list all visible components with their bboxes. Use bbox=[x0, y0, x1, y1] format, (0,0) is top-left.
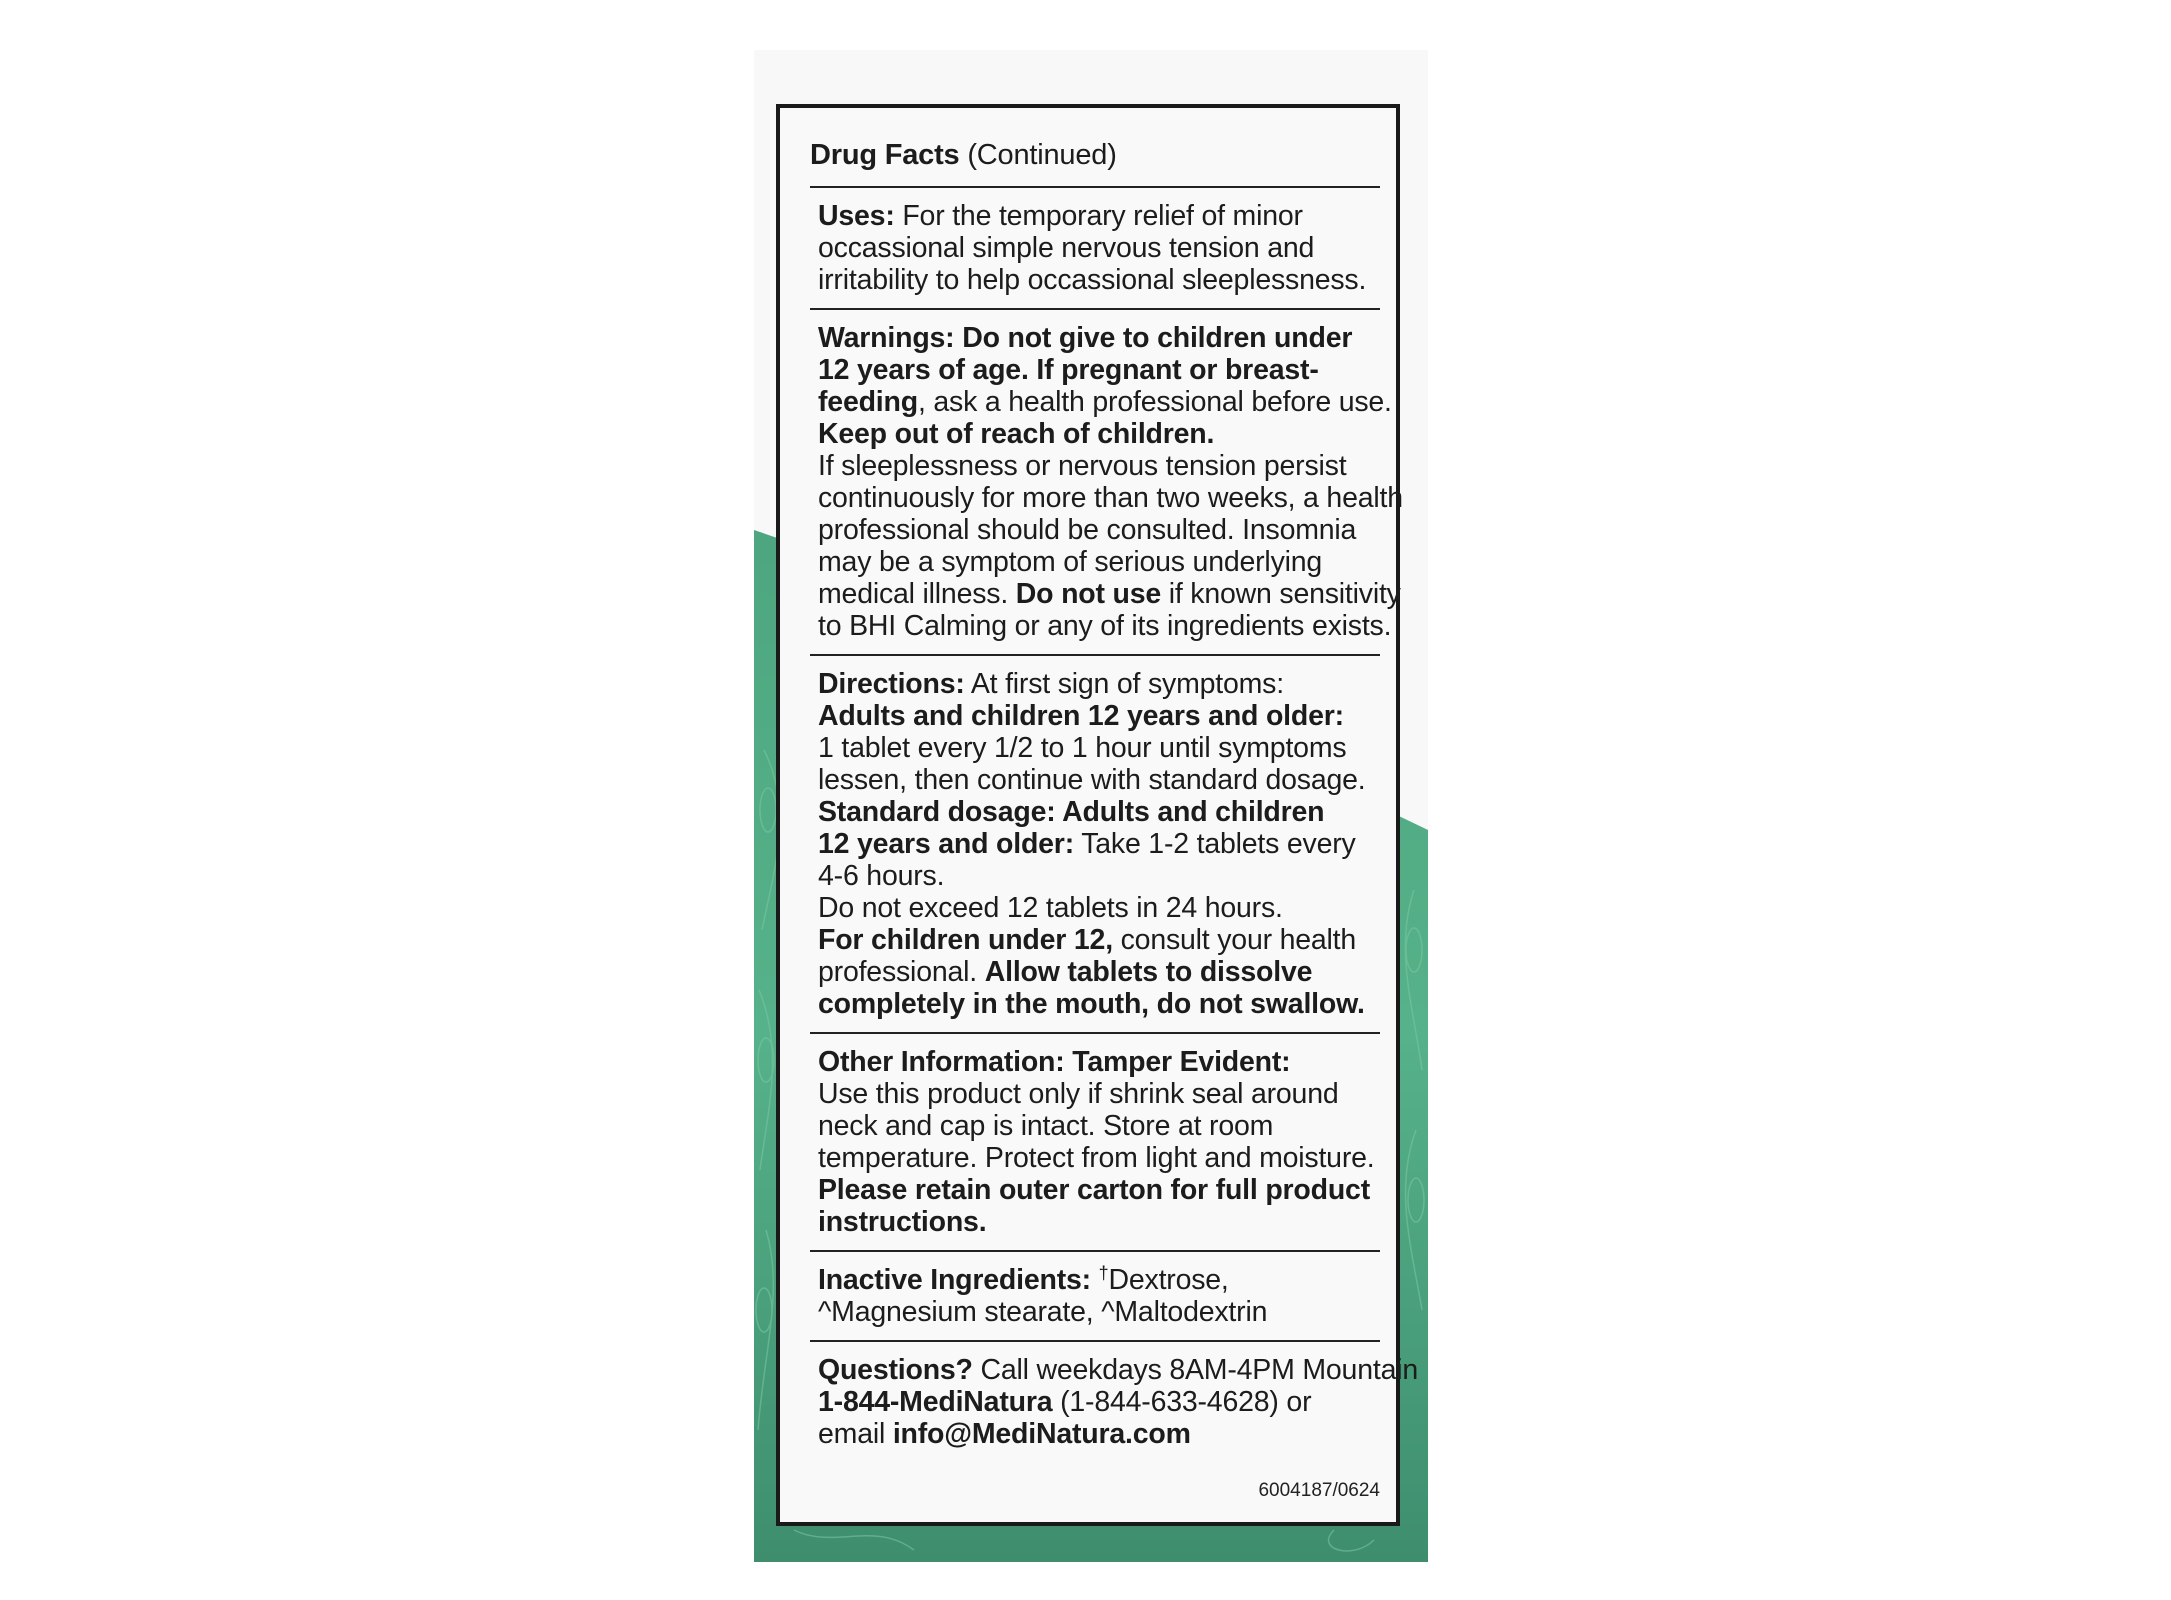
questions-section bbox=[810, 1342, 1419, 1501]
warnings-line-1: Warnings: Do not give to children under bbox=[818, 322, 1353, 354]
warnings-line-10: to BHI Calming or any of its ingredients exists. bbox=[818, 610, 1392, 642]
inactive-line-2: ^Magnesium stearate, ^Maltodextrin bbox=[818, 1296, 1268, 1328]
questions-label: Questions? bbox=[818, 1354, 973, 1386]
warnings-line-2: 12 years of age. If pregnant or breast- bbox=[818, 354, 1319, 386]
directions-line-8: Do not exceed 12 tablets in 24 hours. bbox=[818, 892, 1283, 924]
product-carton-panel bbox=[754, 50, 1428, 1562]
other-info-line-2: Use this product only if shrink seal around bbox=[818, 1078, 1339, 1110]
drug-facts-content bbox=[810, 138, 1419, 1501]
directions-line-1: At first sign of symptoms: bbox=[964, 668, 1284, 700]
uses-line-2: occassional simple nervous tension and bbox=[818, 232, 1315, 264]
uses-section bbox=[810, 188, 1380, 310]
uses-line-3: irritability to help occassional sleeplessness. bbox=[818, 264, 1367, 296]
warnings-line-6: continuously for more than two weeks, a health bbox=[818, 482, 1403, 514]
warnings-line-5: If sleeplessness or nervous tension persist bbox=[818, 450, 1347, 482]
warnings-line-9-pre: medical illness. bbox=[818, 578, 1016, 610]
email-address: info@MediNatura.com bbox=[892, 1418, 1191, 1450]
phone-name: 1-844-MediNatura bbox=[818, 1386, 1053, 1418]
warnings-line-3-bold: feeding bbox=[818, 386, 918, 418]
warnings-line-3: , ask a health professional before use. bbox=[917, 386, 1392, 418]
email-prefix: email bbox=[818, 1418, 893, 1450]
drug-facts-title-section bbox=[810, 138, 1380, 188]
uses-label: Uses: bbox=[818, 200, 895, 232]
questions-line-1: Call weekdays 8AM-4PM Mountain bbox=[972, 1354, 1419, 1386]
directions-line-7: 4-6 hours. bbox=[818, 860, 945, 892]
drug-facts-title-suffix: (Continued) bbox=[967, 139, 1117, 171]
directions-line-2: Adults and children 12 years and older: bbox=[818, 700, 1344, 732]
other-info-line-6: instructions. bbox=[818, 1206, 987, 1238]
warnings-line-9-post: if known sensitivity bbox=[1161, 578, 1401, 610]
other-info-line-3: neck and cap is intact. Store at room bbox=[818, 1110, 1274, 1142]
warnings-keep-out: Keep out of reach of children. bbox=[818, 418, 1215, 450]
other-information-section bbox=[810, 1034, 1380, 1252]
directions-label: Directions: bbox=[818, 668, 965, 700]
other-info-line-4: temperature. Protect from light and moisture. bbox=[818, 1142, 1375, 1174]
uses-line-1: For the temporary relief of minor bbox=[894, 200, 1303, 232]
inactive-ingredients-section bbox=[810, 1252, 1380, 1342]
warnings-do-not-use: Do not use bbox=[1015, 578, 1162, 610]
dagger-symbol: † bbox=[1098, 1263, 1109, 1283]
directions-section bbox=[810, 656, 1380, 1034]
directions-line-3: 1 tablet every 1/2 to 1 hour until symptoms bbox=[818, 732, 1347, 764]
warnings-line-8: may be a symptom of serious underlying bbox=[818, 546, 1323, 578]
warnings-section bbox=[810, 310, 1403, 656]
other-info-line-1: Other Information: Tamper Evident: bbox=[818, 1046, 1291, 1078]
warnings-line-7: professional should be consulted. Insomnia bbox=[818, 514, 1357, 546]
other-info-line-5: Please retain outer carton for full product bbox=[818, 1174, 1370, 1206]
directions-line-11: completely in the mouth, do not swallow. bbox=[818, 988, 1365, 1020]
inactive-label: Inactive Ingredients: bbox=[818, 1264, 1091, 1296]
product-code: 6004187/0624 bbox=[1258, 1480, 1380, 1501]
drug-facts-title: Drug Facts bbox=[810, 139, 960, 171]
directions-line-9: consult your health bbox=[1112, 924, 1357, 956]
directions-line-6: Take 1-2 tablets every bbox=[1073, 828, 1356, 860]
drug-facts-box bbox=[776, 104, 1419, 1526]
phone-number: (1-844-633-4628) or bbox=[1052, 1386, 1312, 1418]
directions-line-9-bold: For children under 12, bbox=[818, 924, 1113, 956]
directions-line-6-bold: 12 years and older: bbox=[818, 828, 1074, 860]
directions-line-10-pre: professional. bbox=[818, 956, 985, 988]
directions-line-4: lessen, then continue with standard dosage. bbox=[818, 764, 1366, 796]
directions-line-10-bold: Allow tablets to dissolve bbox=[984, 956, 1313, 988]
directions-line-5: Standard dosage: Adults and children bbox=[818, 796, 1325, 828]
inactive-line-1: Dextrose, bbox=[1108, 1264, 1229, 1296]
